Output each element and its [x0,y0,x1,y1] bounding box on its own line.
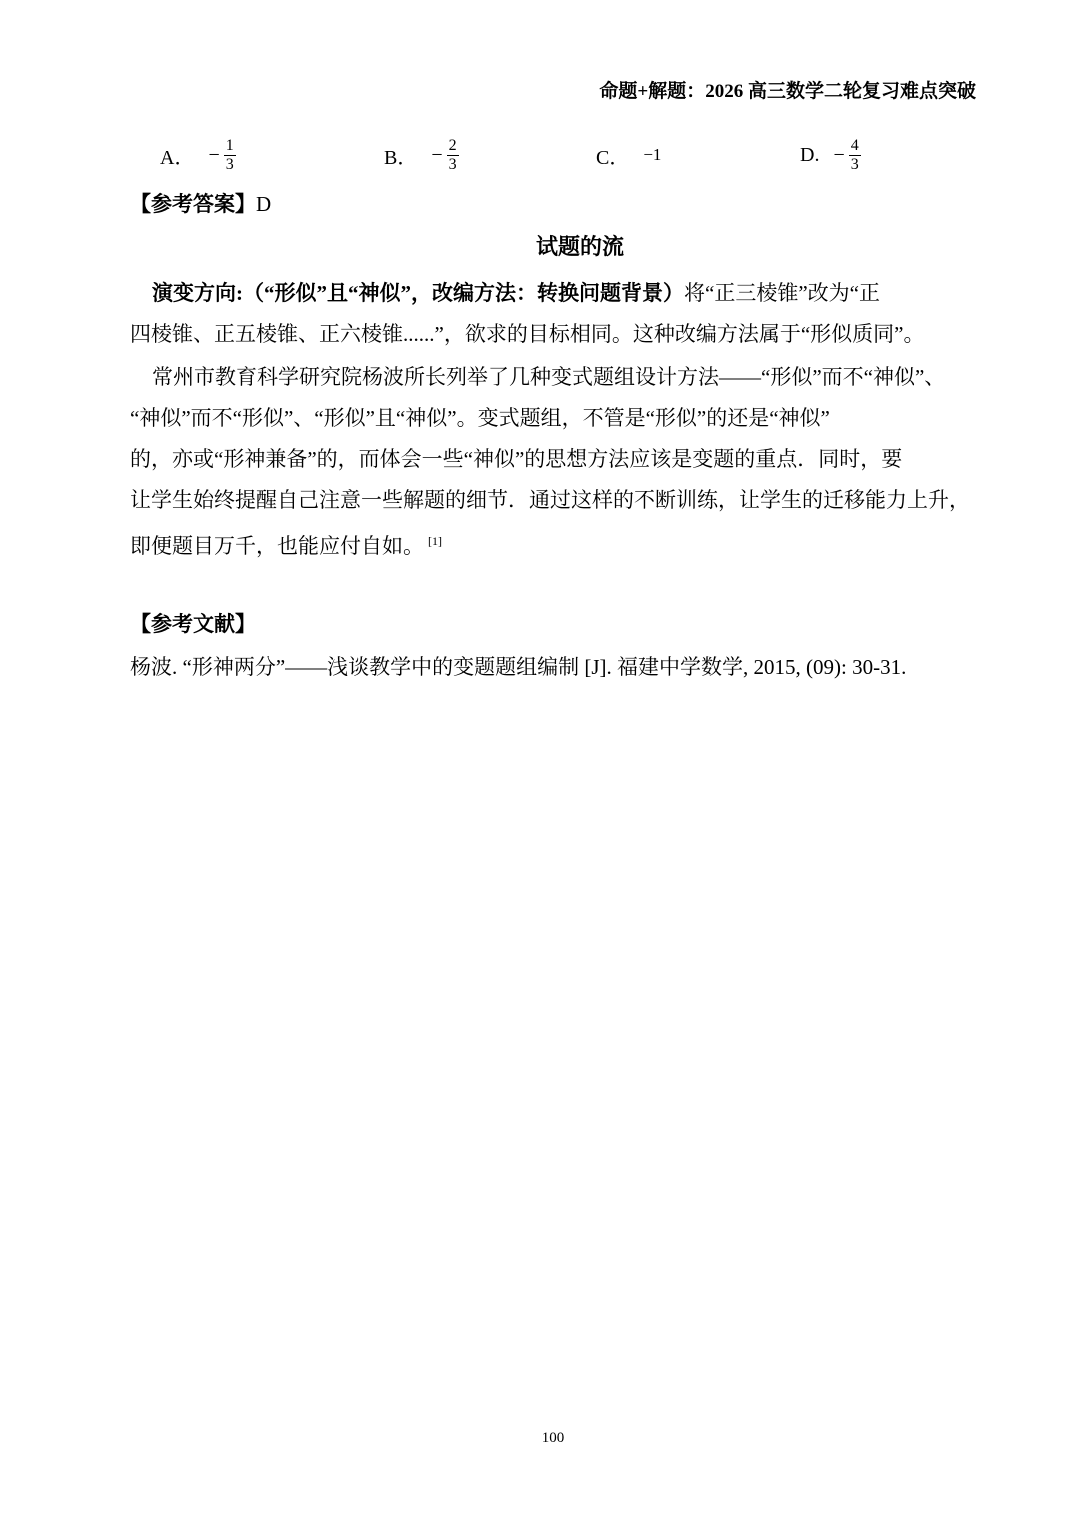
option-d-numerator: 4 [850,136,859,154]
option-a-fraction [224,137,236,174]
option-d-letter: D. [800,143,820,166]
option-d-sign: − [833,143,845,166]
paragraph-line: 让学生始终提醒自己注意一些解题的细节．通过这样的不断训练，让学生的迁移能力上升， [130,488,970,512]
option-a [160,134,236,176]
option-b-letter: B． [384,146,418,169]
option-c-value: −1 [643,145,662,164]
option-c-letter: C． [596,146,630,169]
citation-marker: [1] [428,534,442,548]
evolution-lead: 演变方向:（“形似”且“神似”，改编方法：转换问题背景） [152,281,684,305]
option-b-numerator: 2 [448,136,457,154]
option-a-letter: A． [160,146,195,169]
option-d-denominator: 3 [850,155,859,173]
reference-item: 杨波. “形神两分”——浅谈教学中的变题题组编制 [J]. 福建中学数学, 2015, (09): 30-31. [130,655,907,679]
evolution-paragraph [130,273,978,355]
paragraph-last-text: 即便题目万千，也能应付自如。 [130,534,424,558]
option-a-sign: − [208,143,220,166]
option-a-numerator: 1 [225,136,234,154]
option-d [800,134,861,176]
paragraph-line [130,521,978,567]
option-b-sign: − [431,143,443,166]
paragraph-line: 四棱锥、正五棱锥、正六棱锥......”，欲求的目标相同。这种改编方法属于“形似质同”。 [130,322,925,346]
option-b-fraction [447,137,459,174]
section-title: 试题的流 [535,234,624,259]
references-title: 【参考文献】 [130,612,256,636]
option-b-denominator: 3 [448,155,457,173]
running-header: 命题+解题：2026 高三数学二轮复习难点突破 [599,81,976,102]
paragraph-line: 常州市教育科学研究院杨波所长列举了几种变式题组设计方法——“形似”而不“神似”、 [152,365,946,389]
option-a-denominator: 3 [225,155,234,173]
answer-label: 【参考答案】 [130,192,256,216]
discussion-paragraph [130,357,978,567]
option-c [596,134,661,176]
paragraph-line: 的，亦或“形神兼备”的，而体会一些“神似”的思想方法应该是变题的重点．同时，要 [130,447,903,471]
answer-options [0,134,1080,184]
option-b [384,134,459,176]
paragraph-line [130,273,978,314]
answer-value: D [256,192,272,216]
paragraph-line: “神似”而不“形似”、“形似”且“神似”。变式题组，不管是“形似”的还是“神似” [130,406,830,430]
reference-answer [130,188,271,218]
evolution-text: 将“正三棱锥”改为“正 [684,281,880,305]
page-number: 100 [541,1430,565,1446]
option-d-fraction [849,137,861,174]
